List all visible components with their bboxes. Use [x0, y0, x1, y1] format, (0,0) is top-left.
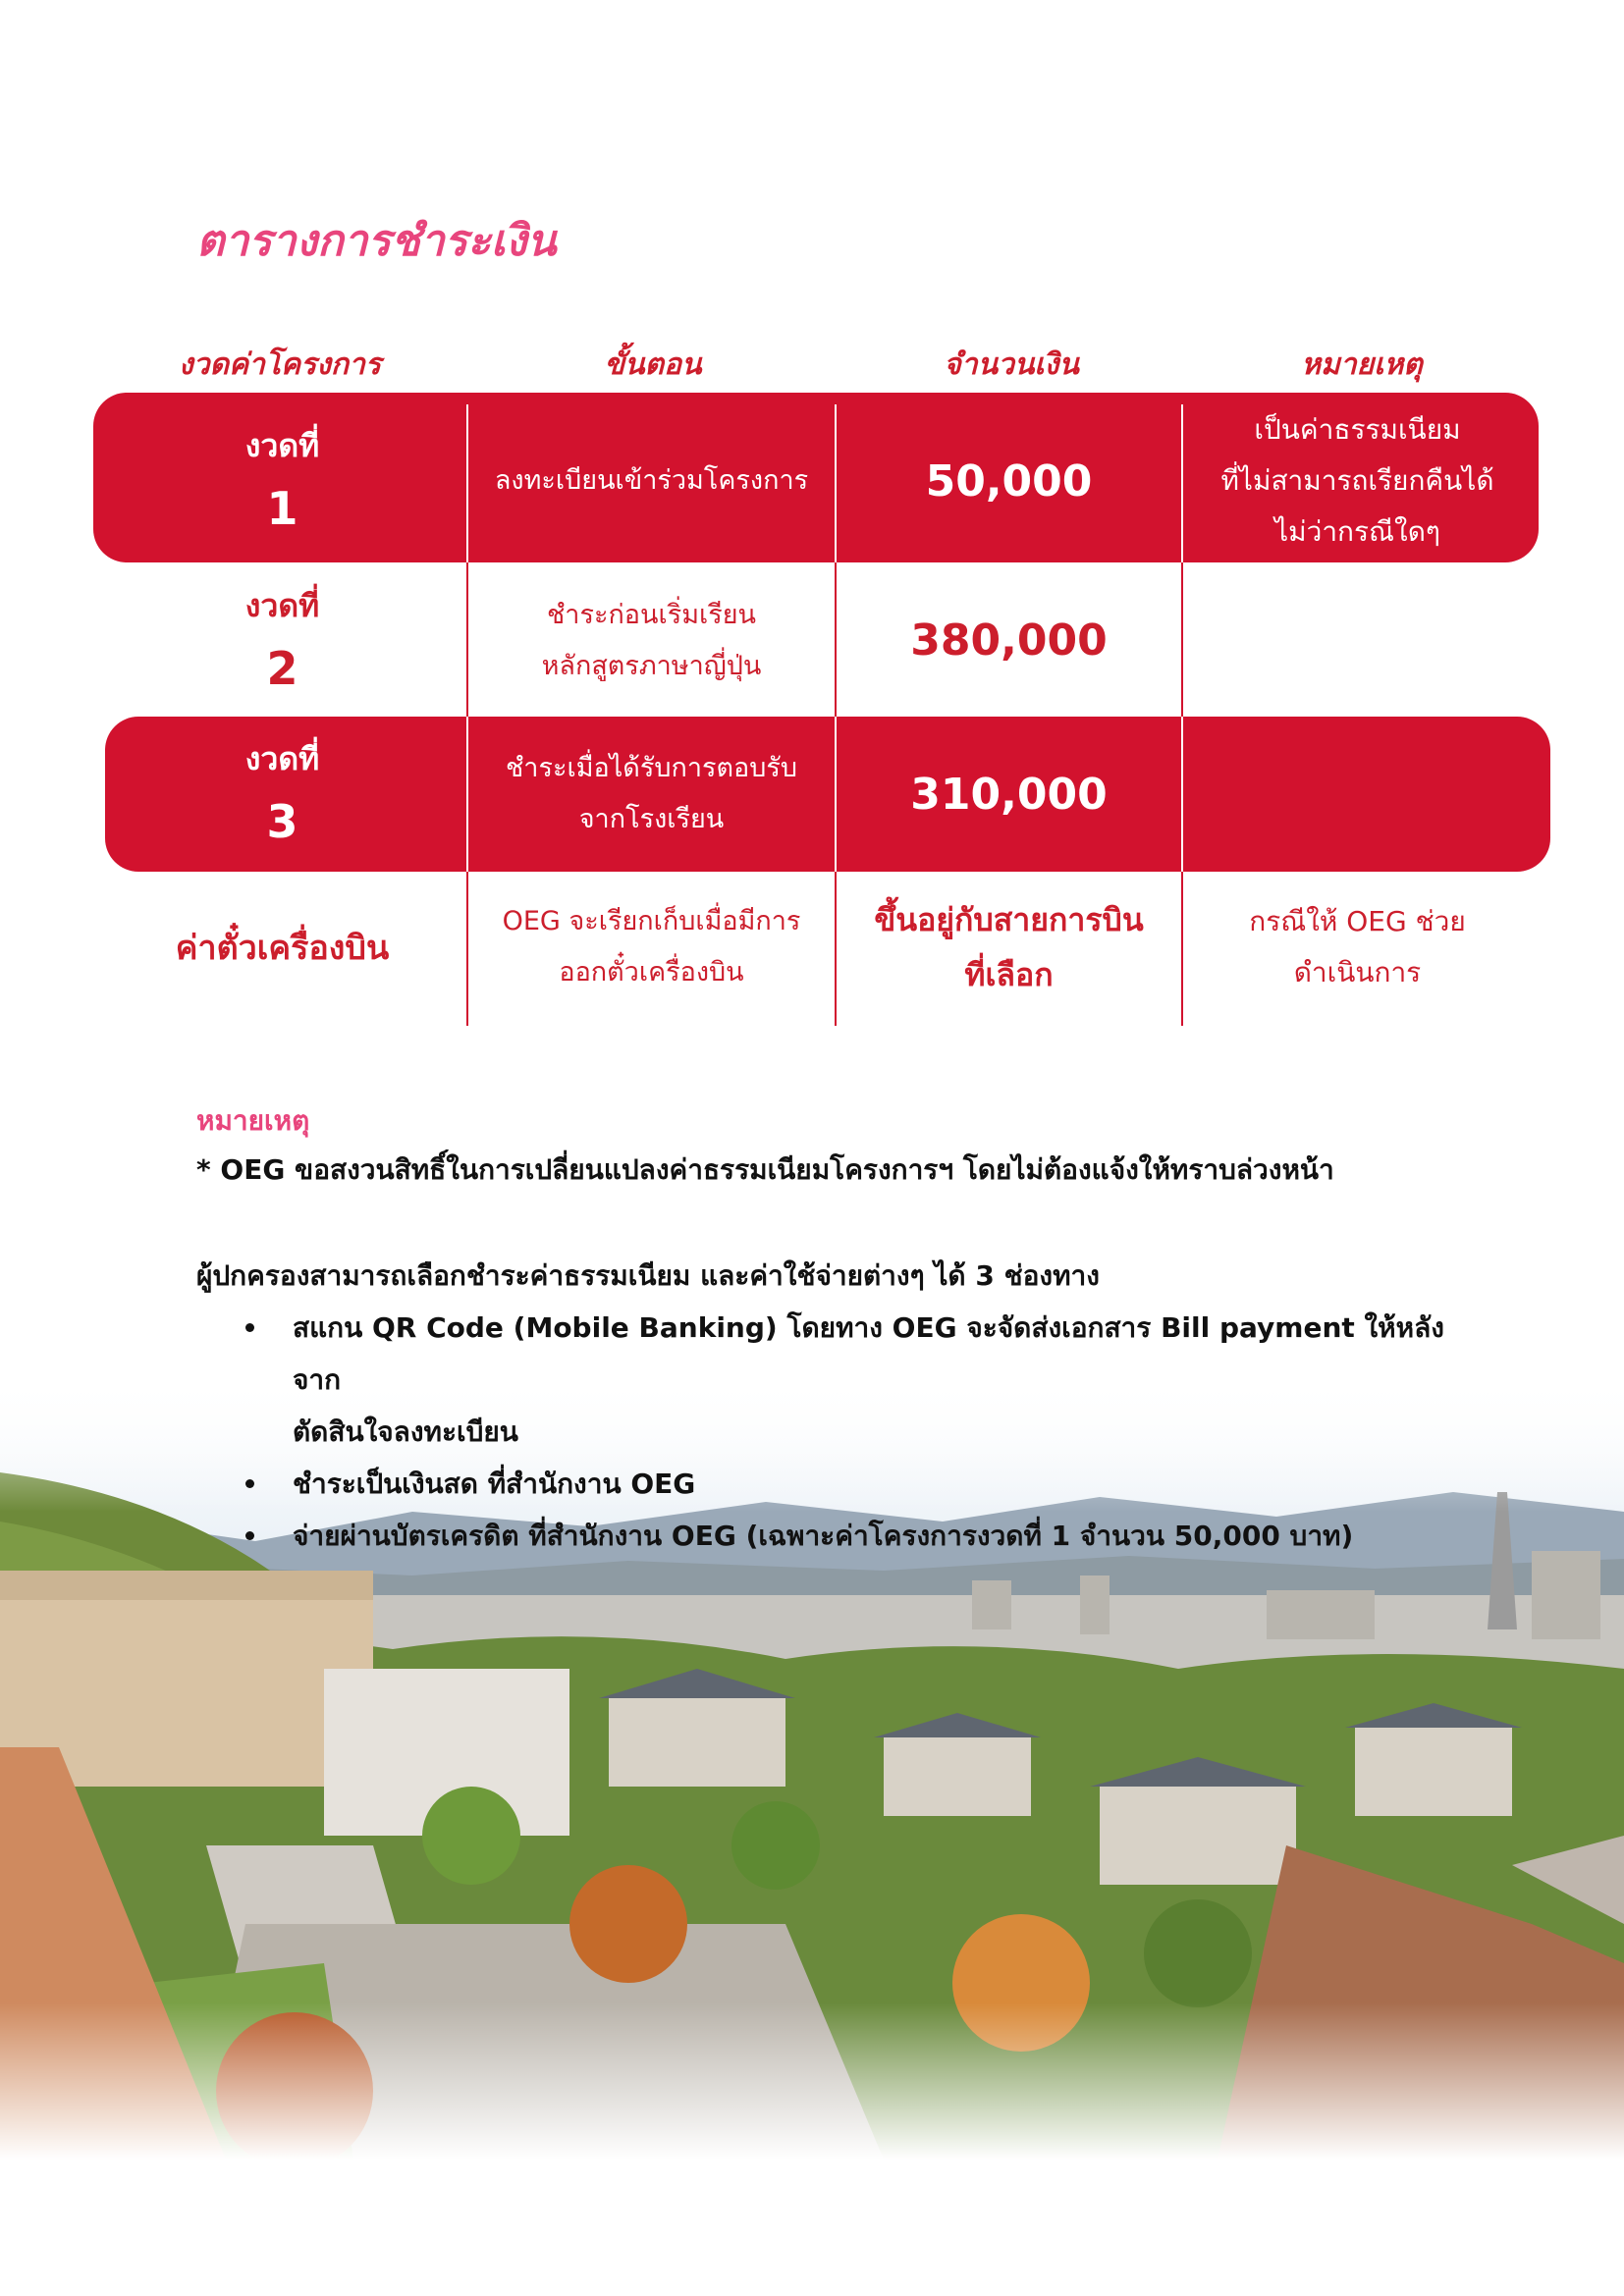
installment-number: 3: [266, 795, 298, 848]
installment-label: งวดที่: [244, 427, 320, 464]
row-3-note: [1183, 719, 1532, 870]
installment-number: 1: [266, 482, 298, 535]
flight-step-cell: [468, 874, 835, 1021]
note-line: เป็นค่าธรรมเนียม: [1254, 413, 1461, 446]
step-line: ออกตั๋วเครื่องบิน: [559, 957, 744, 988]
remark-text: * OEG ขอสงวนสิทธิ์ในการเปลี่ยนแปลงค่าธรรมเนียมโครงการฯ โดยไม่ต้องแจ้งให้ทราบล่วงหน้า: [196, 1153, 1334, 1186]
row-2-step: [468, 564, 835, 717]
note-line: ที่ไม่สามารถเรียกคืนได้: [1220, 464, 1494, 497]
row-1-note: [1183, 402, 1532, 560]
row-2-note: [1183, 564, 1532, 717]
installment-number: 2: [266, 641, 298, 695]
bullet-icon: [245, 1531, 254, 1540]
row-1-installment: [98, 402, 466, 560]
list-item-line: สแกน QR Code (Mobile Banking) โดยทาง OEG จะจัดส่งเอกสาร Bill payment ให้หลังจาก: [293, 1311, 1444, 1396]
header-amount: จำนวนเงิน: [944, 347, 1079, 382]
list-item: [236, 1458, 1473, 1510]
flight-amount-line: ขึ้นอยู่กับสายการบิน: [874, 901, 1144, 938]
step-line: หลักสูตรภาษาญี่ปุ่น: [541, 650, 762, 681]
step-line: ชำระก่อนเริ่มเรียน: [546, 599, 757, 630]
amount-value: 50,000: [925, 455, 1093, 507]
list-item-line: ตัดสินใจลงทะเบียน: [293, 1415, 518, 1448]
row-2-installment: [98, 564, 466, 717]
page-title: ตารางการชำระเงิน: [196, 216, 557, 266]
step-line: ชำระเมื่อได้รับการตอบรับ: [505, 753, 798, 783]
header-step: ขั้นตอน: [604, 347, 702, 382]
bullet-icon: [245, 1479, 254, 1488]
installment-label: งวดที่: [244, 586, 320, 624]
row-3-amount: [837, 719, 1181, 870]
installment-label: งวดที่: [244, 740, 320, 777]
list-item-line: จ่ายผ่านบัตรเครดิต ที่สำนักงาน OEG (เฉพาะค่าโครงการงวดที่ 1 จำนวน 50,000 บาท): [293, 1520, 1354, 1552]
flight-amount-cell: [837, 874, 1181, 1021]
flight-note-cell: [1183, 874, 1532, 1021]
flight-label: ค่าตั๋วเครื่องบิน: [175, 929, 390, 968]
note-line: กรณีให้ OEG ช่วย: [1249, 905, 1466, 937]
row-1-step: [468, 402, 835, 560]
step-line: ลงทะเบียนเข้าร่วมโครงการ: [494, 465, 809, 496]
flight-label-cell: [98, 874, 466, 1021]
flight-amount-line: ที่เลือก: [964, 956, 1054, 993]
payment-channels-list: [236, 1302, 1473, 1562]
payment-channels-intro: ผู้ปกครองสามารถเลือกชำระค่าธรรมเนียม และค่าใช้จ่ายต่างๆ ได้ 3 ช่องทาง: [196, 1259, 1100, 1292]
list-item: [236, 1302, 1473, 1458]
step-line: จากโรงเรียน: [578, 804, 725, 834]
amount-value: 380,000: [910, 615, 1108, 666]
row-1-amount: [837, 402, 1181, 560]
row-3-installment: [98, 719, 466, 870]
step-line: OEG จะเรียกเก็บเมื่อมีการ: [502, 906, 801, 936]
remarks-title: หมายเหตุ: [196, 1104, 310, 1137]
header-installment: งวดค่าโครงการ: [179, 347, 381, 382]
bullet-icon: [245, 1323, 254, 1332]
note-line: ดำเนินการ: [1293, 956, 1422, 988]
amount-value: 310,000: [910, 769, 1108, 820]
header-note: หมายเหตุ: [1301, 347, 1423, 382]
list-item: [236, 1510, 1473, 1562]
list-item-line: ชำระเป็นเงินสด ที่สำนักงาน OEG: [293, 1468, 696, 1500]
note-line: ไม่ว่ากรณีใดๆ: [1274, 515, 1440, 548]
row-3-step: [468, 719, 835, 870]
row-2-amount: [837, 564, 1181, 717]
